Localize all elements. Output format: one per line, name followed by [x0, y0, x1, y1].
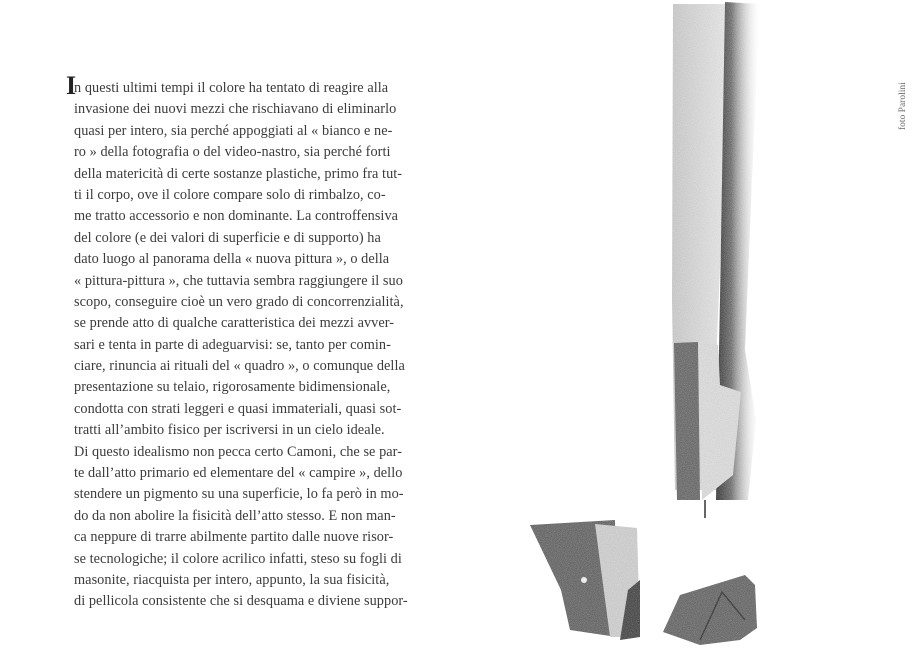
text-line: do da non abolire la fisicità dell’atto stesso. E non man- — [74, 507, 396, 524]
text-line: ciare, rinuncia ai rituali del « quadro », o comunque della — [74, 358, 405, 375]
text-line: condotta con strati leggeri e quasi immateriali, quasi sot- — [74, 400, 402, 417]
bottom-panel-right — [663, 575, 757, 645]
text-line: dato luogo al panorama della « nuova pittura », o della — [74, 251, 390, 268]
text-line: se prende atto di qualche caratteristica dei mezzi avver- — [74, 315, 395, 332]
text-line: quasi per intero, sia perché appoggiati al « bianco e ne- — [74, 122, 393, 139]
text-line: ti il corpo, ove il colore compare solo di rimbalzo, co- — [74, 186, 386, 203]
photo-credit: foto Parolini — [898, 82, 908, 130]
text-line: te dall’atto primario ed elementare del « campire », dello — [74, 465, 403, 482]
text-line: scopo, conseguire cioè un vero grado di concorrenzialità, — [74, 293, 404, 310]
text-line: me tratto accessorio e non dominante. La controffensiva — [74, 208, 399, 225]
text-line: masonite, riacquista per intero, appunto, la sua fisicità, — [74, 571, 390, 588]
text-line: di pellicola consistente che si desquama e diviene suppor- — [74, 593, 408, 610]
bottom-panel-left — [530, 520, 640, 640]
article-body — [66, 71, 408, 613]
text-line: tratti all’ambito fisico per iscriversi in un cielo ideale. — [74, 422, 385, 439]
drop-cap: I — [66, 71, 77, 100]
first-line — [66, 71, 389, 100]
text-line: sari e tenta in parte di adeguarvisi: se, tanto per comin- — [74, 336, 391, 353]
text-line: ca neppure di trarre abilmente partito dalle nuove risor- — [74, 529, 394, 546]
text-line: della matericità di certe sostanze plastiche, primo fra tut- — [74, 165, 403, 182]
text-line: se tecnologiche; il colore acrilico infatti, steso su fogli di — [74, 550, 402, 567]
artwork-photo — [500, 0, 860, 670]
text-line: stendere un pigmento su una superficie, lo fa però in mo- — [74, 486, 404, 503]
tall-panel — [672, 2, 760, 500]
text-line: invasione dei nuovi mezzi che rischiavano di eliminarlo — [74, 101, 397, 118]
text-line: presentazione su telaio, rigorosamente bidimensionale, — [74, 379, 391, 396]
text-line: del colore (e dei valori di superficie e di supporto) ha — [74, 229, 381, 246]
text-line: ro » della fotografia o del video-nastro, sia perché forti — [74, 144, 391, 161]
text-line: « pittura-pittura », che tuttavia sembra raggiungere il suo — [74, 272, 403, 289]
text-line: n questi ultimi tempi il colore ha tentato di reagire alla — [74, 80, 389, 96]
text-line: Di questo idealismo non pecca certo Camoni, che se par- — [74, 443, 403, 460]
